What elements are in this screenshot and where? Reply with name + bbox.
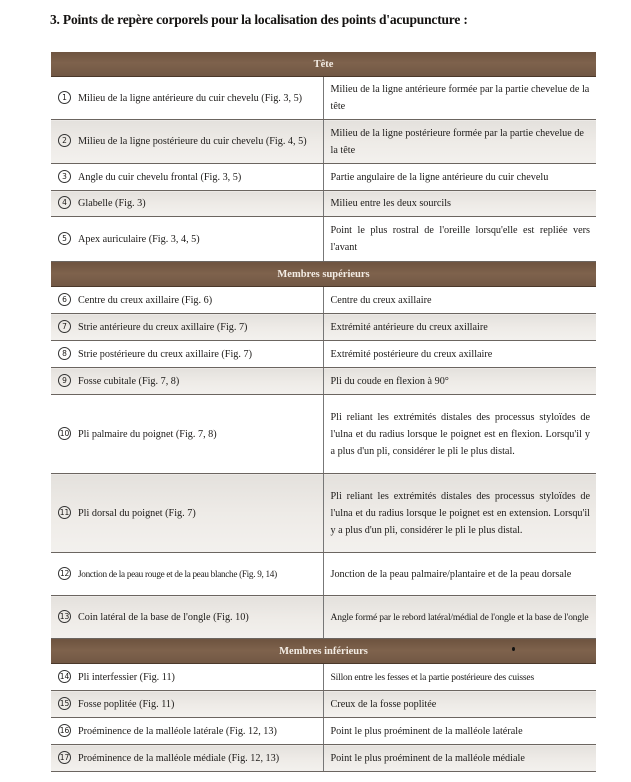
landmark-name: Proéminence de la malléole latérale (Fig. 12, 13) (78, 725, 277, 737)
circled-number: 11 (59, 507, 70, 517)
circled-number: 13 (59, 611, 70, 621)
landmark-name: Fosse poplitée (Fig. 11) (78, 698, 175, 710)
landmark-name: Milieu de la ligne antérieure du cuir chevelu (Fig. 3, 5) (78, 92, 303, 104)
landmark-name: Strie antérieure du creux axillaire (Fig. 7) (78, 321, 248, 333)
landmark-name: Fosse cubitale (Fig. 7, 8) (78, 375, 180, 387)
landmark-description: Point le plus proéminent de la malléole médiale (323, 745, 596, 772)
circled-number: 7 (58, 320, 71, 333)
circled-number: 4 (58, 196, 71, 209)
table-row (51, 314, 596, 341)
table-row (51, 596, 596, 639)
landmark-name: Pli dorsal du poignet (Fig. 7) (78, 507, 196, 519)
circled-number: 16 (59, 725, 70, 735)
landmark-description: Extrémité antérieure du creux axillaire (323, 314, 596, 341)
landmark-name: Pli palmaire du poignet (Fig. 7, 8) (78, 428, 217, 440)
table-row (51, 691, 596, 718)
circled-number: 14 (59, 671, 70, 681)
table-row (51, 164, 596, 191)
landmark-name: Apex auriculaire (Fig. 3, 4, 5) (78, 233, 200, 245)
landmark-description: Partie angulaire de la ligne antérieure du cuir chevelu (323, 164, 596, 191)
landmark-name: Angle du cuir chevelu frontal (Fig. 3, 5) (78, 171, 242, 183)
circled-number: 5 (58, 232, 71, 245)
landmark-description: Angle formé par le rebord latéral/médial de l'ongle et la base de l'ongle (323, 596, 596, 639)
landmark-description: Pli du coude en flexion à 90° (323, 368, 596, 395)
landmark-name: Jonction de la peau rouge et de la peau blanche (Fig. 9, 14) (78, 568, 277, 579)
landmark-description: Jonction de la peau palmaire/plantaire et de la peau dorsale (323, 553, 596, 596)
table-row (51, 368, 596, 395)
circled-number: 10 (59, 428, 70, 438)
landmarks-table (51, 52, 596, 772)
table-row (51, 77, 596, 120)
table-row (51, 553, 596, 596)
landmark-description: Point le plus proéminent de la malléole latérale (323, 718, 596, 745)
landmark-name: Coin latéral de la base de l'ongle (Fig. 10) (78, 611, 249, 623)
landmark-name: Strie postérieure du creux axillaire (Fig. 7) (78, 348, 252, 360)
table-row (51, 341, 596, 368)
page-title: 3. Points de repère corporels pour la localisation des points d'acupuncture : (50, 12, 468, 27)
circled-number: 9 (58, 374, 71, 387)
landmark-description: Pli reliant les extrémités distales des processus styloïdes de l'ulna et du radius lorsque le poignet est en extension. Lorsqu'il y a plus d'un pli, considérer le pli le plus distal. (323, 474, 596, 553)
circled-number: 6 (58, 293, 71, 306)
landmark-name: Centre du creux axillaire (Fig. 6) (78, 294, 213, 306)
table-row (51, 287, 596, 314)
section-header-membres-superieurs (51, 262, 596, 287)
circled-number: 2 (58, 134, 71, 147)
landmark-description: Extrémité postérieure du creux axillaire (323, 341, 596, 368)
section-title: Membres supérieurs (51, 262, 596, 287)
table-row (51, 664, 596, 691)
section-header-tete (51, 52, 596, 77)
landmark-name: Proéminence de la malléole médiale (Fig. 12, 13) (78, 752, 280, 764)
table-row (51, 474, 596, 553)
table-row (51, 217, 596, 262)
circled-number: 15 (59, 698, 70, 708)
landmark-name: Milieu de la ligne postérieure du cuir chevelu (Fig. 4, 5) (78, 136, 307, 147)
section-header-membres-inferieurs (51, 639, 596, 664)
landmark-description: Milieu de la ligne antérieure formée par la partie chevelue de la tête (323, 77, 596, 120)
landmark-description: Sillon entre les fesses et la partie postérieure des cuisses (323, 664, 596, 691)
scan-speck (512, 647, 515, 651)
circled-number: 1 (58, 91, 71, 104)
landmark-name: Pli interfessier (Fig. 11) (78, 671, 175, 683)
table-row (51, 395, 596, 474)
section-title: Tête (51, 52, 596, 77)
landmark-description: Milieu de la ligne postérieure formée par la partie chevelue de la tête (323, 120, 596, 164)
landmark-name: Glabelle (Fig. 3) (78, 198, 146, 209)
circled-number: 12 (58, 567, 71, 580)
landmark-description: Pli reliant les extrémités distales des processus styloïdes de l'ulna et du radius lorsque le poignet est en flexion. Lorsqu'il y a plus d'un pli, considérer le pli le plus distal. (323, 395, 596, 474)
circled-number: 3 (58, 170, 71, 183)
landmark-description: Centre du creux axillaire (323, 287, 596, 314)
landmark-description: Milieu entre les deux sourcils (323, 191, 596, 217)
circled-number: 8 (58, 347, 71, 360)
table-row (51, 718, 596, 745)
circled-number: 17 (59, 752, 70, 762)
landmark-description: Point le plus rostral de l'oreille lorsqu'elle est repliée vers l'avant (323, 217, 596, 262)
section-title: Membres inférieurs (51, 639, 596, 664)
landmark-description: Creux de la fosse poplitée (323, 691, 596, 718)
table-row (51, 745, 596, 772)
table-row (51, 120, 596, 164)
table-row (51, 191, 596, 217)
